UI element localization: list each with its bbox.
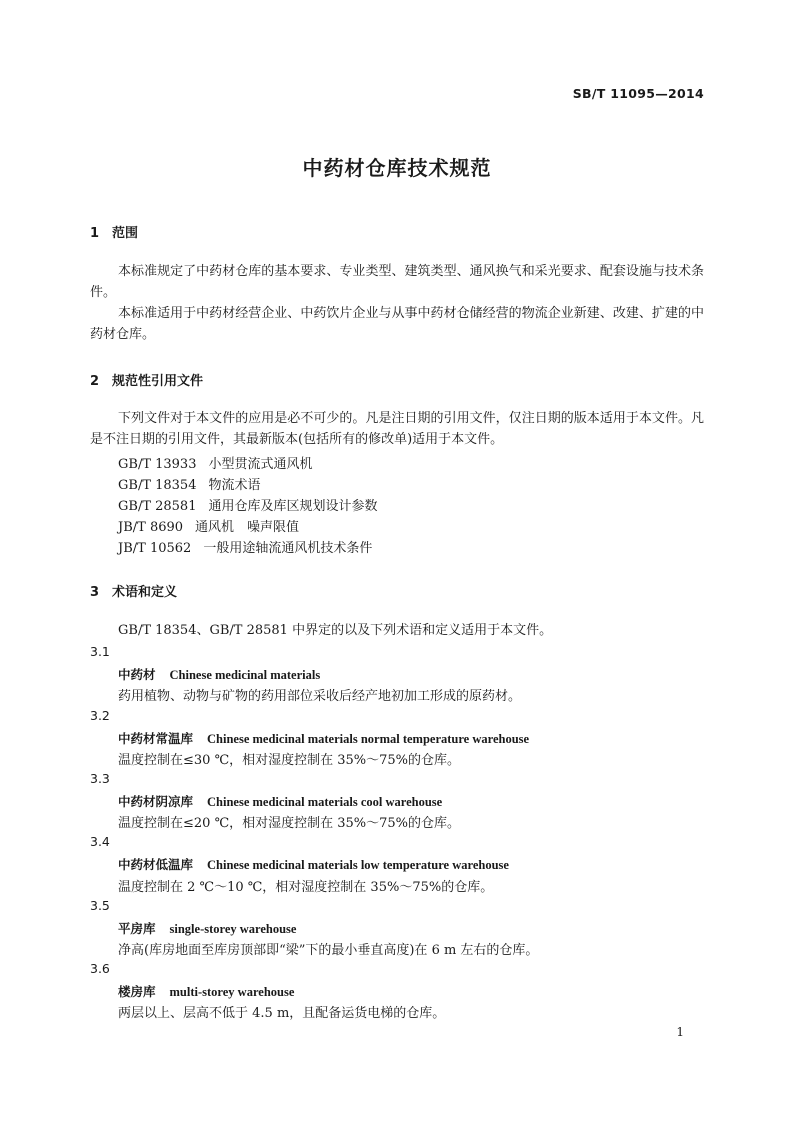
term-number: 3.1 bbox=[90, 644, 110, 659]
term-zh: 楼房库 bbox=[118, 984, 156, 999]
reference-code: GB/T 28581 bbox=[118, 499, 197, 514]
term-definition: 温度控制在 2 ℃～10 ℃，相对湿度控制在 35%～75%的仓库。 bbox=[118, 880, 494, 895]
reference-code: JB/T 8690 bbox=[118, 520, 184, 535]
term-definition: 温度控制在≤30 ℃，相对湿度控制在 35%～75%的仓库。 bbox=[118, 753, 461, 768]
section-number: 1 bbox=[90, 226, 100, 241]
paragraph-text: 本标准规定了中药材仓库的基本要求、专业类型、建筑类型、通风换气和采光要求、配套设施与技术条件。 bbox=[90, 264, 704, 300]
paragraph-text: 本标准适用于中药材经营企业、中药饮片企业与从事中药材仓储经营的物流企业新建、改建、扩建的中药材仓库。 bbox=[90, 306, 704, 342]
reference-name: 物流术语 bbox=[208, 478, 261, 493]
reference-code: GB/T 18354 bbox=[118, 478, 197, 493]
reference-item bbox=[118, 537, 372, 556]
term-en: Chinese medicinal materials bbox=[169, 668, 321, 682]
reference-code: JB/T 10562 bbox=[118, 541, 192, 556]
term-number: 3.5 bbox=[90, 898, 110, 913]
section-number: 2 bbox=[90, 374, 100, 389]
term-en: Chinese medicinal materials low temperature warehouse bbox=[207, 858, 509, 872]
term-number: 3.3 bbox=[90, 771, 110, 786]
term-number: 3.6 bbox=[90, 961, 110, 976]
term-zh: 中药材低温库 bbox=[118, 857, 194, 872]
paragraph bbox=[90, 261, 704, 303]
paragraph bbox=[90, 620, 704, 641]
section-title: 术语和定义 bbox=[112, 585, 178, 600]
term-heading bbox=[118, 919, 296, 937]
term-en: Chinese medicinal materials cool warehouse bbox=[207, 795, 443, 809]
paragraph-text: 下列文件对于本文件的应用是必不可少的。凡是注日期的引用文件，仅注日期的版本适用于本文件。凡是不注日期的引用文件，其最新版本(包括所有的修改单)适用于本文件。 bbox=[90, 411, 704, 447]
paragraph-text: GB/T 18354、GB/T 28581 中界定的以及下列术语和定义适用于本文件。 bbox=[118, 623, 553, 638]
term-definition: 药用植物、动物与矿物的药用部位采收后经产地初加工形成的原药材。 bbox=[118, 689, 522, 704]
section-1-heading bbox=[90, 222, 138, 241]
reference-item bbox=[118, 474, 261, 493]
term-number: 3.2 bbox=[90, 708, 110, 723]
term-zh: 中药材常温库 bbox=[118, 731, 194, 746]
section-3-heading bbox=[90, 581, 177, 600]
standard-code: SB/T 11095—2014 bbox=[572, 86, 704, 101]
reference-item bbox=[118, 495, 378, 514]
term-heading bbox=[118, 855, 509, 873]
term-definition: 净高(库房地面至库房顶部即“梁”下的最小垂直高度)在 6 m 左右的仓库。 bbox=[118, 943, 539, 958]
section-number: 3 bbox=[90, 585, 100, 600]
term-en: Chinese medicinal materials normal temperature warehouse bbox=[207, 732, 530, 746]
term-en: single-storey warehouse bbox=[169, 922, 297, 936]
term-en: multi-storey warehouse bbox=[169, 985, 295, 999]
term-definition: 温度控制在≤20 ℃，相对湿度控制在 35%～75%的仓库。 bbox=[118, 816, 461, 831]
term-zh: 平房库 bbox=[118, 921, 156, 936]
paragraph bbox=[90, 303, 704, 345]
reference-name: 通风机 噪声限值 bbox=[195, 520, 300, 535]
term-definition: 两层以上、层高不低于 4.5 m，且配备运货电梯的仓库。 bbox=[118, 1006, 446, 1021]
term-heading bbox=[118, 665, 320, 683]
reference-code: GB/T 13933 bbox=[118, 457, 197, 472]
reference-name: 通用仓库及库区规划设计参数 bbox=[208, 499, 378, 514]
document-title: 中药材仓库技术规范 bbox=[302, 156, 492, 180]
section-2-heading bbox=[90, 370, 203, 389]
reference-name: 小型贯流式通风机 bbox=[208, 457, 313, 472]
term-zh: 中药材 bbox=[118, 667, 156, 682]
page-number: 1 bbox=[676, 1025, 684, 1039]
term-number: 3.4 bbox=[90, 834, 110, 849]
reference-item bbox=[118, 516, 299, 535]
term-heading bbox=[118, 982, 294, 1000]
reference-item bbox=[118, 453, 313, 472]
term-zh: 中药材阴凉库 bbox=[118, 794, 194, 809]
paragraph bbox=[90, 408, 704, 450]
section-title: 规范性引用文件 bbox=[112, 374, 204, 389]
term-heading bbox=[118, 729, 529, 747]
term-heading bbox=[118, 792, 442, 810]
section-title: 范围 bbox=[112, 226, 139, 241]
reference-name: 一般用途轴流通风机技术条件 bbox=[203, 541, 373, 556]
